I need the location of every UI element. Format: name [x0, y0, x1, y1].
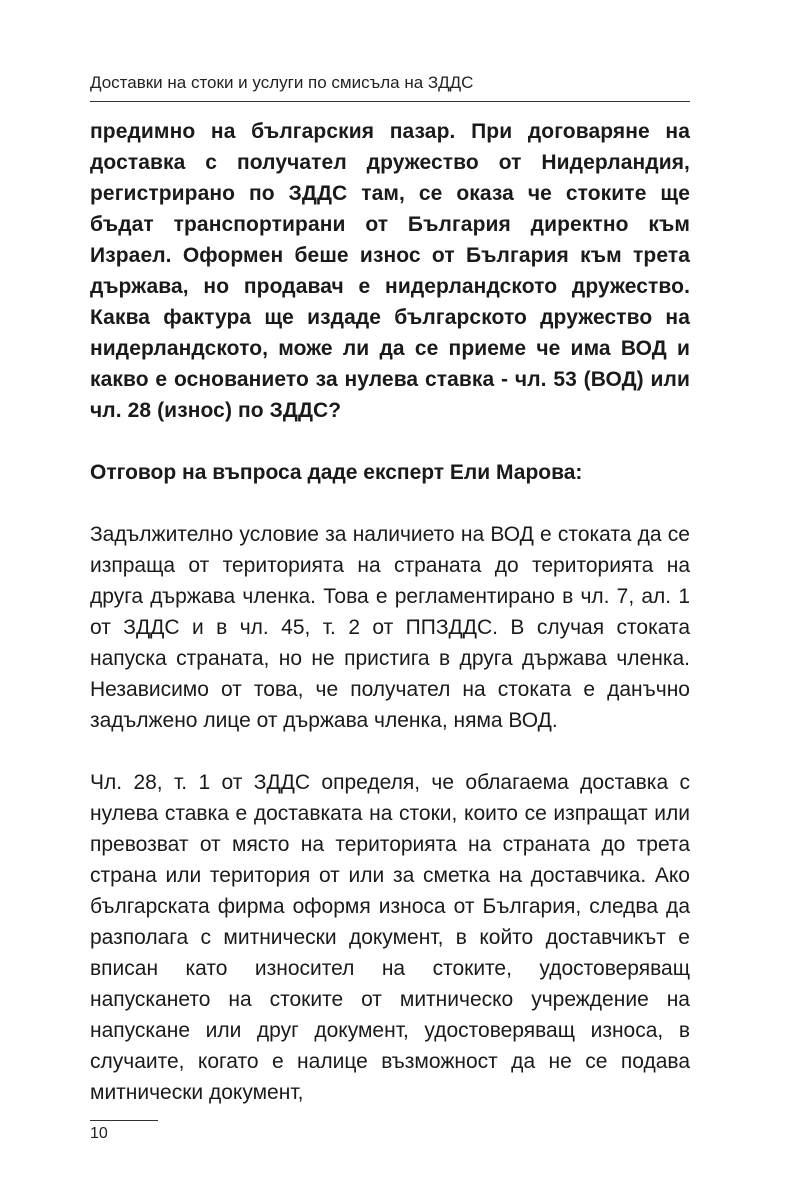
running-header: Доставки на стоки и услуги по смисъла на ЗДДС: [90, 73, 474, 92]
answer-paragraph-2: Чл. 28, т. 1 от ЗДДС определя, че облагаема доставка с нулева ставка е доставката на стоки, които се изпращат или превозват от място на територията на страната до трета страна или територия от или за сметка на доставчика. Ако българската фирма оформя износа от България, следва да разполага с митнически документ, в който доставчикът е вписан като износител на стоките, удостоверяващ напускането на стоките от митническо учреждение на напускане или друг документ, удостоверяващ износа, в случаите, когато е налице възможност да не се подава митнически документ,: [90, 771, 690, 1104]
document-page: [90, 0, 690, 1200]
answer-heading: Отговор на въпроса даде експерт Ели Марова:: [90, 461, 583, 484]
answer-paragraph-1: Задължително условие за наличието на ВОД е стоката да се изпраща от територията на страната до територията на друга държава членка. Това е регламентирано в чл. 7, ал. 1 от ЗДДС и в чл. 45, т. 2 от ППЗДДС. В случая стоката напуска страната, но не пристига в друга държава членка. Независимо от това, че получател на стоката е данъчно задължено лице от държава членка, няма ВОД.: [90, 523, 690, 732]
page-number: 10: [90, 1125, 108, 1142]
question-paragraph: предимно на българския пазар. При договаряне на доставка с получател дружество от Нидерландия, регистрирано по ЗДДС там, се оказа че стоките ще бъдат транспортирани от България директно към Израел. Оформен беше износ от България към трета държава, но продавач е нидерландското дружество. Каква фактура ще издаде българското дружество на нидерландското, може ли да се приеме че има ВОД и какво е основанието за нулева ставка - чл. 53 (ВОД) или чл. 28 (износ) по ЗДДС?: [90, 120, 690, 422]
page-content: [90, 116, 690, 1108]
footer-divider: [90, 1120, 158, 1121]
header-divider: [90, 101, 690, 102]
